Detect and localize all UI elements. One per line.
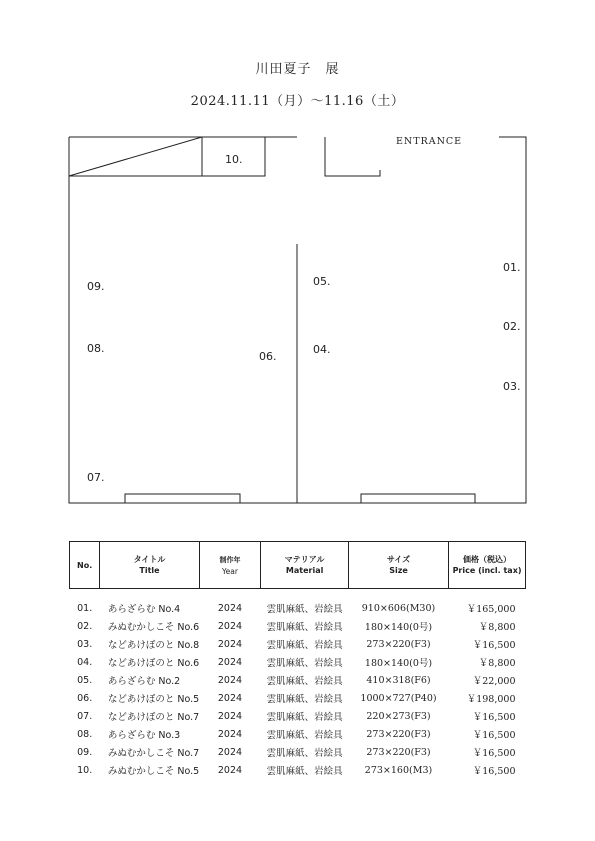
table-row: 09. みぬむかしこそ No.7 2024 雲肌麻紙、岩絵具 273×220(F3) ￥16,500 (77, 746, 516, 759)
header-title: タイトル Title (100, 542, 199, 589)
header-no: No. (70, 542, 100, 589)
header-year: 制作年 Year (199, 542, 261, 589)
works-table-body (70, 589, 526, 780)
table-row: 07. などあけぼのと No.7 2024 雲肌麻紙、岩絵具 220×273(F3) ￥16,500 (77, 710, 516, 723)
exhibition-title: 川田夏子 展 (255, 62, 340, 77)
table-header-row (70, 542, 526, 589)
table-row: 05. あらざらむ No.2 2024 雲肌麻紙、岩絵具 410×318(F6) ￥22,000 (77, 674, 516, 687)
wall-label-10: 10. (225, 153, 243, 166)
wall-label-01: 01. (503, 261, 521, 274)
wall-label-02: 02. (503, 320, 521, 333)
entrance-partition (325, 137, 380, 176)
wall-label-08: 08. (87, 342, 105, 355)
wall-label-03: 03. (503, 380, 521, 393)
table-row: 08. あらざらむ No.3 2024 雲肌麻紙、岩絵具 273×220(F3) ￥16,500 (77, 728, 516, 741)
wall-label-06: 06. (259, 350, 277, 363)
wall-label-04: 04. (313, 343, 331, 356)
wall-label-09: 09. (87, 280, 105, 293)
header-price: 価格（税込） Price (incl. tax) (449, 542, 526, 589)
header-material: マテリアル Material (261, 542, 349, 589)
header-size: サイズ Size (348, 542, 448, 589)
bench-left (125, 494, 240, 503)
table-row: 06. などあけぼのと No.5 2024 雲肌麻紙、岩絵具 1000×727(P40) ￥198,000 (77, 692, 516, 705)
entrance-label: ENTRANCE (396, 136, 463, 147)
wall-label-07: 07. (87, 471, 105, 484)
table-row: 10. みぬむかしこそ No.5 2024 雲肌麻紙、岩絵具 273×160(M3) ￥16,500 (77, 764, 516, 777)
table-row: 03. などあけぼのと No.8 2024 雲肌麻紙、岩絵具 273×220(F3) ￥16,500 (77, 638, 516, 651)
table-row: 01. あらざらむ No.4 2024 雲肌麻紙、岩絵具 910×606(M30) ￥165,000 (77, 602, 516, 615)
table-row: 02. みぬむかしこそ No.6 2024 雲肌麻紙、岩絵具 180×140(0号) ￥8,800 (77, 620, 516, 633)
storage-box (69, 137, 202, 176)
wall-label-05: 05. (313, 275, 331, 288)
table-row: 04. などあけぼのと No.6 2024 雲肌麻紙、岩絵具 180×140(0号) ￥8,800 (77, 656, 516, 669)
bench-right (361, 494, 475, 503)
exhibition-dates: 2024.11.11（月）～11.16（土） (190, 94, 405, 109)
works-table (69, 541, 526, 779)
